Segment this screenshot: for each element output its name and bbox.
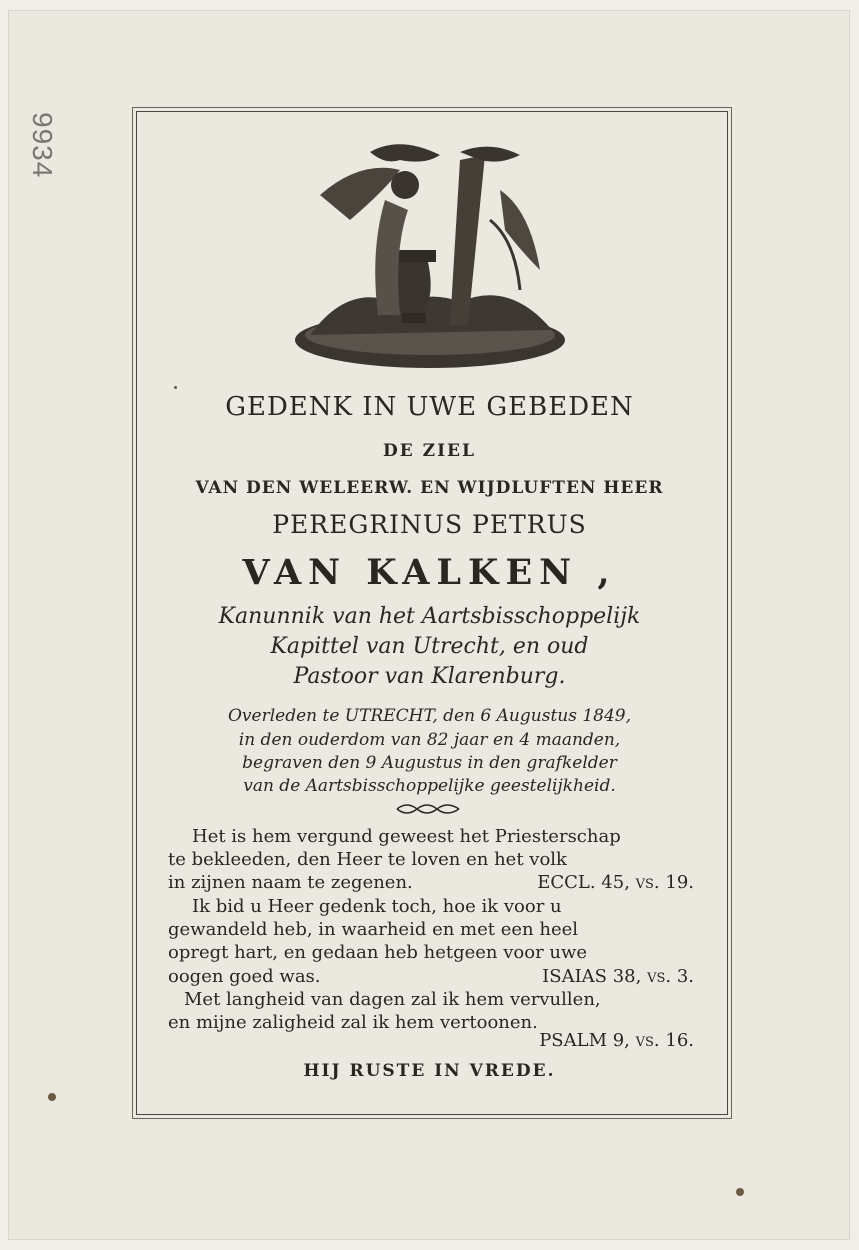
inventory-number: 9934 [27,112,58,179]
text-line: en mijne zaligheid zal ik hem vertoonen. [168,1012,538,1033]
text-line: Ik bid u Heer gedenk toch, hoe ik voor u [192,896,562,917]
office-line: Kapittel van Utrecht, en oud [270,634,589,659]
foxing-spot [48,1093,56,1101]
foxing-spot [736,1188,744,1196]
death-line: Overleden te UTRECHT, den 6 Augustus 1849, [227,706,632,726]
given-names: PEREGRINUS PETRUS [272,510,587,539]
angel-urn-vignette-image [290,130,570,375]
text-line [168,872,694,893]
text-line: Het is hem vergund geweest het Priesterschap [192,826,621,847]
text-line: te bekleeden, den Heer te loven en het volk [168,849,567,870]
title-line: VAN DEN WELEERW. EN WIJDLUFTEN HEER [195,478,664,498]
death-line: van de Aartsbisschoppelijke geestelijkheid. [243,776,616,796]
text-line-part: oogen goed was. [168,966,321,987]
scripture-reference: ISAIAS 38, vs. 3. [542,966,694,987]
ornament-divider [393,801,463,817]
office-line: Pastoor van Klarenburg. [293,664,566,689]
scripture-reference: ECCL. 45, vs. 19. [537,872,694,893]
text-line: opregt hart, en gedaan heb hetgeen voor uwe [168,942,588,963]
de-ziel: DE ZIEL [383,441,476,461]
foxing-spot [174,386,177,389]
text-line: gewandeld heb, in waarheid en met een heel [168,919,579,940]
closing-line: HIJ RUSTE IN VREDE. [303,1061,556,1081]
surname: VAN KALKEN , [242,552,617,593]
office-line: Kanunnik van het Aartsbisschoppelijk [218,604,641,629]
death-line: in den ouderdom van 82 jaar en 4 maanden, [238,730,621,750]
death-line: begraven den 9 Augustus in den grafkelder [242,753,617,773]
heading: GEDENK IN UWE GEBEDEN [225,392,634,422]
text-line [168,966,694,987]
text-line: Met langheid van dagen zal ik hem vervullen, [184,989,601,1010]
scripture-reference: PSALM 9, vs. 16. [539,1030,694,1051]
text-line-part: in zijnen naam te zegenen. [168,872,413,893]
